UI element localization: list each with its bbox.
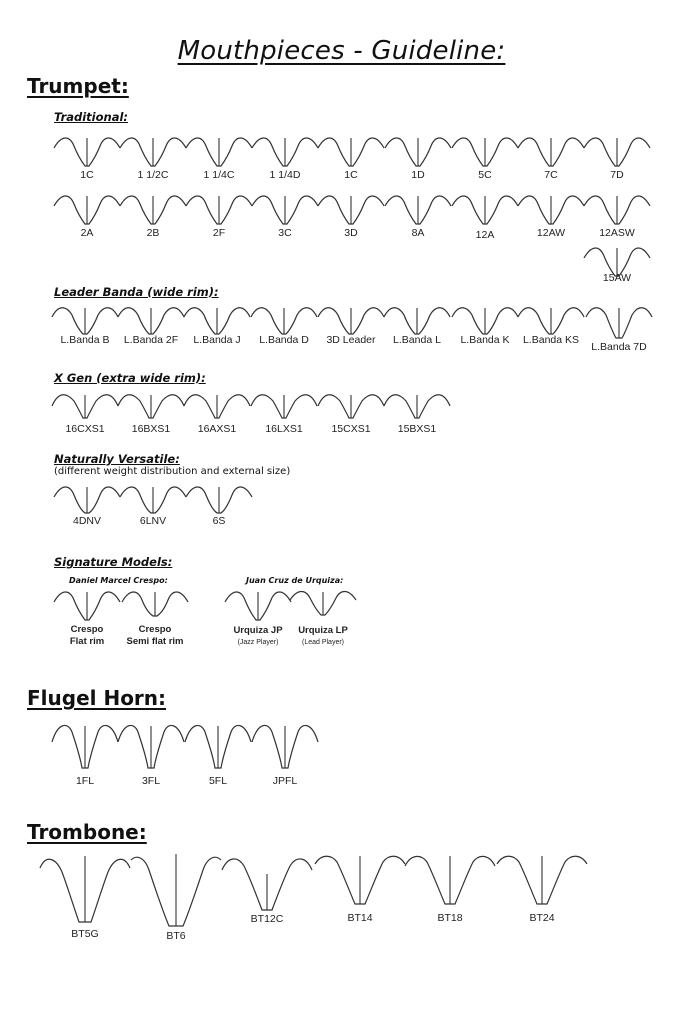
mouthpiece-2f	[186, 192, 252, 254]
mouthpiece-2a	[54, 192, 120, 254]
mouthpiece-label: L.Banda 2F	[123, 334, 179, 346]
mouthpiece-profile-icon	[497, 854, 587, 910]
mouthpiece-label: 1D	[411, 169, 425, 181]
mouthpiece-label: BT5G	[71, 928, 99, 940]
mouthpiece-label: 1FL	[75, 775, 95, 787]
mouthpiece-15aw	[584, 244, 650, 306]
mouthpiece-label: L.Banda D	[259, 334, 309, 346]
mouthpiece-1-1-4c	[186, 134, 252, 196]
mouthpiece-15bxs1	[384, 392, 450, 454]
mouthpiece-label: 12ASW	[599, 227, 635, 239]
mouthpiece-4dnv	[54, 483, 120, 545]
signature-name: Crespo	[138, 624, 172, 635]
mouthpiece-profile-icon	[318, 134, 384, 174]
mouthpiece-label: 15AW	[602, 272, 632, 284]
leader-banda-heading: Leader Banda (wide rim):	[54, 285, 219, 299]
signature-name: Urquiza JP	[233, 625, 283, 636]
mouthpiece-label: 1 1/4C	[203, 169, 235, 181]
mouthpiece-label: 12A	[475, 229, 495, 241]
mouthpiece-label: L.Banda K	[460, 334, 510, 346]
mouthpiece-profile-icon	[452, 192, 518, 232]
mouthpiece-label: 6LNV	[139, 515, 167, 527]
mouthpiece-profile-icon	[54, 192, 120, 232]
mouthpiece-label: 1C	[344, 169, 358, 181]
mouthpiece-label: 2B	[146, 227, 160, 239]
mouthpiece-label: 8A	[411, 227, 425, 239]
mouthpiece-profile-icon	[584, 134, 650, 174]
mouthpiece-label: 12AW	[536, 227, 566, 239]
mouthpiece-bt12c	[222, 854, 302, 954]
mouthpiece-label: BT14	[347, 912, 373, 924]
mouthpiece-profile-icon	[290, 588, 356, 628]
mouthpiece-lbanda-ks	[518, 305, 584, 367]
mouthpiece-bt5g	[40, 854, 120, 954]
signature-name: Crespo	[70, 624, 104, 635]
mouthpiece-label: BT6	[166, 930, 186, 942]
mouthpiece-label	[110, 624, 200, 648]
mouthpiece-label: 2A	[80, 227, 94, 239]
mouthpiece-label: 6S	[212, 515, 226, 527]
mouthpiece-label: 4DNV	[72, 515, 101, 527]
mouthpiece-profile-icon	[40, 854, 130, 924]
mouthpiece-label: L.Banda 7D	[591, 341, 647, 353]
mouthpiece-1d	[385, 134, 451, 196]
mouthpiece-profile-icon	[405, 854, 495, 910]
mouthpiece-profile-icon	[252, 192, 318, 232]
mouthpiece-label: 16LXS1	[265, 423, 303, 435]
mouthpiece-label: 7C	[544, 169, 558, 181]
mouthpiece-6s	[186, 483, 252, 545]
mouthpiece-profile-icon	[452, 134, 518, 174]
mouthpiece-profile-icon	[120, 192, 186, 232]
mouthpiece-profile-icon	[318, 192, 384, 232]
mouthpiece-profile-icon	[315, 854, 405, 910]
mouthpiece-8a	[385, 192, 451, 254]
trombone-heading: Trombone:	[27, 820, 147, 844]
mouthpiece-1-1-2c	[120, 134, 186, 196]
naturally-versatile-note: (different weight distribution and external size)	[54, 466, 291, 477]
mouthpiece-profile-icon	[586, 305, 652, 345]
page-title: Mouthpieces - Guideline:	[177, 36, 506, 66]
mouthpiece-label: 7D	[610, 169, 624, 181]
mouthpiece-label: 15CXS1	[331, 423, 371, 435]
signature-sub: (Lead Player)	[301, 639, 345, 646]
x-gen-heading: X Gen (extra wide rim):	[54, 371, 206, 385]
mouthpiece-label: 3C	[278, 227, 292, 239]
mouthpiece-label: 3D	[344, 227, 358, 239]
mouthpiece-bt18	[405, 854, 485, 954]
mouthpiece-3c	[252, 192, 318, 254]
mouthpiece-label: 2F	[212, 227, 226, 239]
mouthpiece-label: L.Banda J	[193, 334, 241, 346]
mouthpiece-profile-icon	[131, 854, 221, 928]
mouthpiece-label: 16AXS1	[197, 423, 237, 435]
mouthpiece-label: 3D Leader	[326, 334, 376, 346]
naturally-versatile-heading: Naturally Versatile:	[54, 452, 180, 466]
mouthpiece-profile-icon	[120, 134, 186, 174]
mouthpiece-6lnv	[120, 483, 186, 545]
mouthpiece-1c-b	[318, 134, 384, 196]
mouthpiece-bt24	[497, 854, 577, 954]
mouthpiece-profile-icon	[518, 134, 584, 174]
signature-models-heading: Signature Models:	[54, 555, 173, 569]
mouthpiece-profile-icon	[385, 192, 451, 232]
mouthpiece-label: BT24	[529, 912, 555, 924]
signature-sub: Flat rim	[69, 636, 105, 647]
mouthpiece-profile-icon	[186, 192, 252, 232]
mouthpiece-urquiza-lp	[290, 588, 356, 650]
mouthpiece-1-1-4d	[252, 134, 318, 196]
mouthpiece-crespo-semi-flat-rim	[122, 588, 188, 650]
mouthpiece-profile-icon	[225, 588, 291, 628]
mouthpiece-profile-icon	[54, 134, 120, 174]
traditional-heading: Traditional:	[54, 110, 129, 124]
mouthpiece-label: 5C	[478, 169, 492, 181]
mouthpiece-label	[278, 625, 368, 649]
mouthpiece-jpfl	[252, 722, 318, 787]
mouthpiece-label: 16BXS1	[131, 423, 171, 435]
mouthpiece-label: 16CXS1	[65, 423, 105, 435]
mouthpiece-12a	[452, 192, 518, 254]
flugel-heading: Flugel Horn:	[27, 686, 167, 710]
mouthpiece-3d	[318, 192, 384, 254]
urquiza-heading: Juan Cruz de Urquiza:	[246, 576, 344, 585]
mouthpiece-1c	[54, 134, 120, 196]
signature-sub: Semi flat rim	[126, 636, 184, 647]
mouthpiece-2b	[120, 192, 186, 254]
trumpet-heading: Trumpet:	[27, 74, 129, 98]
mouthpiece-profile-icon	[518, 192, 584, 232]
mouthpiece-label: L.Banda B	[60, 334, 110, 346]
mouthpiece-label: 5FL	[208, 775, 228, 787]
mouthpiece-label: BT12C	[250, 913, 284, 925]
mouthpiece-label: L.Banda KS	[522, 334, 580, 346]
mouthpiece-profile-icon	[54, 588, 120, 628]
mouthpiece-bt6	[131, 854, 211, 954]
mouthpiece-profile-icon	[185, 722, 251, 770]
mouthpiece-label: 15BXS1	[397, 423, 437, 435]
signature-sub: (Jazz Player)	[237, 639, 279, 646]
mouthpiece-bt14	[315, 854, 395, 954]
mouthpiece-profile-icon	[385, 134, 451, 174]
mouthpiece-profile-icon	[118, 722, 184, 770]
crespo-heading: Daniel Marcel Crespo:	[69, 576, 168, 585]
mouthpiece-lbanda-7d	[586, 305, 652, 367]
mouthpiece-profile-icon	[122, 588, 188, 628]
mouthpiece-label: 1 1/4D	[269, 169, 301, 181]
mouthpiece-label: JPFL	[272, 775, 298, 787]
mouthpiece-label: L.Banda L	[393, 334, 441, 346]
signature-name: Urquiza LP	[298, 625, 348, 636]
mouthpiece-profile-icon	[52, 722, 118, 770]
mouthpiece-label: 3FL	[141, 775, 161, 787]
mouthpiece-5c	[452, 134, 518, 196]
mouthpiece-profile-icon	[222, 854, 312, 914]
mouthpiece-profile-icon	[252, 134, 318, 174]
mouthpiece-profile-icon	[252, 722, 318, 770]
mouthpiece-profile-icon	[584, 192, 650, 232]
mouthpiece-label: 1C	[80, 169, 94, 181]
mouthpiece-7c	[518, 134, 584, 196]
mouthpiece-label: BT18	[437, 912, 463, 924]
mouthpiece-label: 1 1/2C	[137, 169, 169, 181]
mouthpiece-12aw	[518, 192, 584, 254]
mouthpiece-7d	[584, 134, 650, 196]
mouthpiece-profile-icon	[186, 134, 252, 174]
